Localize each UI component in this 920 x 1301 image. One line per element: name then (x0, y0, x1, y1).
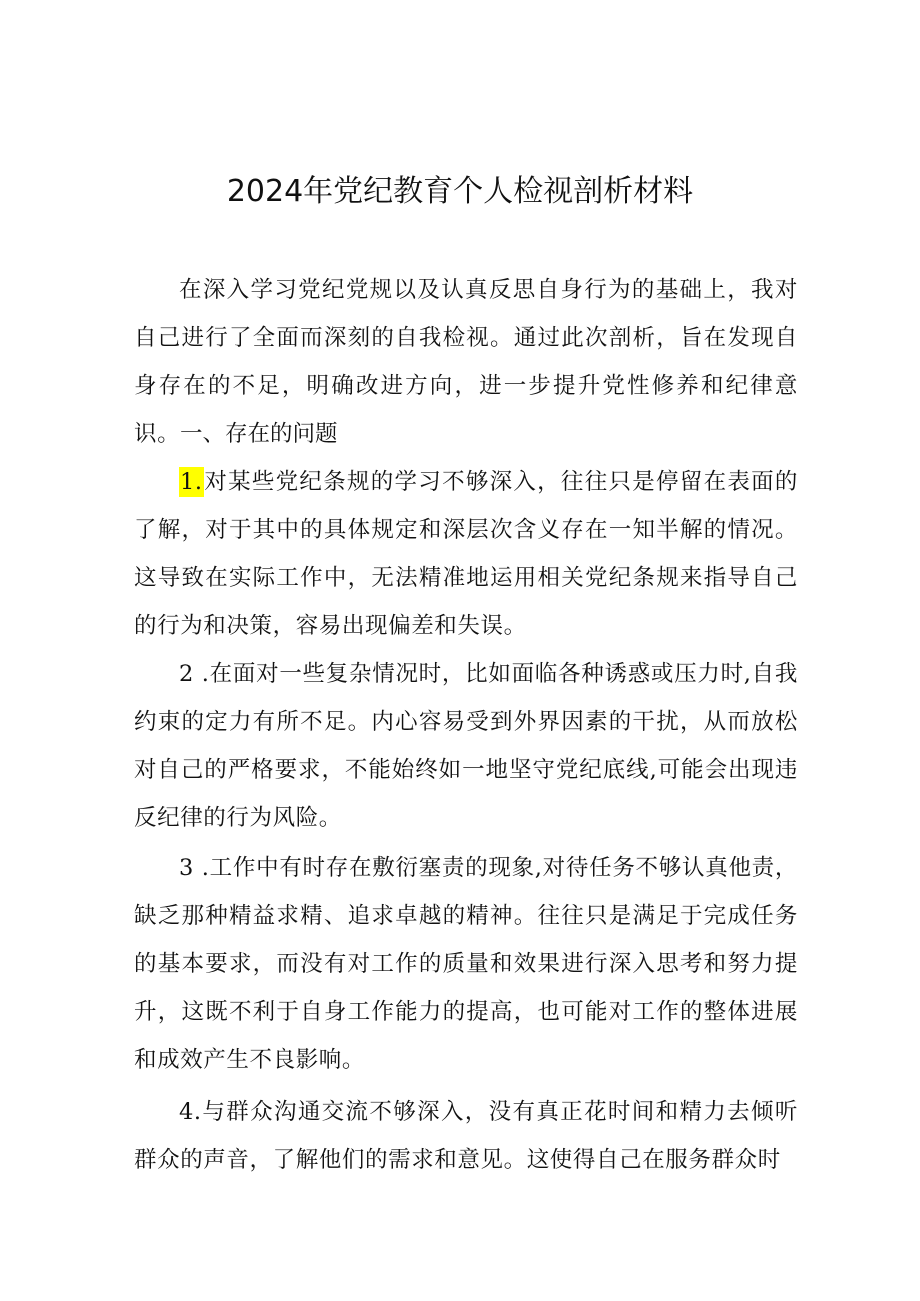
item-text: 与群众沟通交流不够深入，没有真正花时间和精力去倾听群众的声音，了解他们的需求和意见。这使得自己在服务群众时 (134, 1099, 798, 1173)
item-text: 对某些党纪条规的学习不够深入，往往只是停留在表面的了解，对于其中的具体规定和深层次含义存在一知半解的情况。这导致在实际工作中，无法精准地运用相关党纪条规来指导自己的行为和决策，容易出现偏差和失误。 (134, 469, 798, 639)
item-text: 在面对一些复杂情况时，比如面临各种诱惑或压力时,自我约束的定力有所不足。内心容易受到外界因素的干扰，从而放松对自己的严格要求，不能始终如一地坚守党纪底线,可能会出现违反纪律的行为风险。 (134, 661, 798, 831)
item-number: 4. (179, 1099, 202, 1125)
item-number-highlighted: 1. (180, 469, 203, 495)
list-item (134, 458, 798, 650)
intro-paragraph: 在深入学习党纪党规以及认真反思自身行为的基础上，我对自己进行了全面而深刻的自我检视。通过此次剖析，旨在发现自身存在的不足，明确改进方向，进一步提升党性修养和纪律意识。 (134, 277, 798, 447)
item-number: 2 . (179, 661, 210, 687)
section-heading-problems: 一、存在的问题 (180, 421, 338, 447)
list-item (134, 1088, 798, 1184)
list-item (134, 844, 798, 1084)
item-text: 工作中有时存在敷衍塞责的现象,对待任务不够认真他责，缺乏那种精益求精、追求卓越的精神。往往只是满足于完成任务的基本要求，而没有对工作的质量和效果进行深入思考和努力提升，这既不利于自身工作能力的提高，也可能对工作的整体进展和成效产生不良影响。 (134, 855, 798, 1073)
list-item (134, 650, 798, 842)
document-title: 2024年党纪教育个人检视剖析材料 (226, 174, 694, 209)
item-number: 3 . (179, 855, 210, 881)
